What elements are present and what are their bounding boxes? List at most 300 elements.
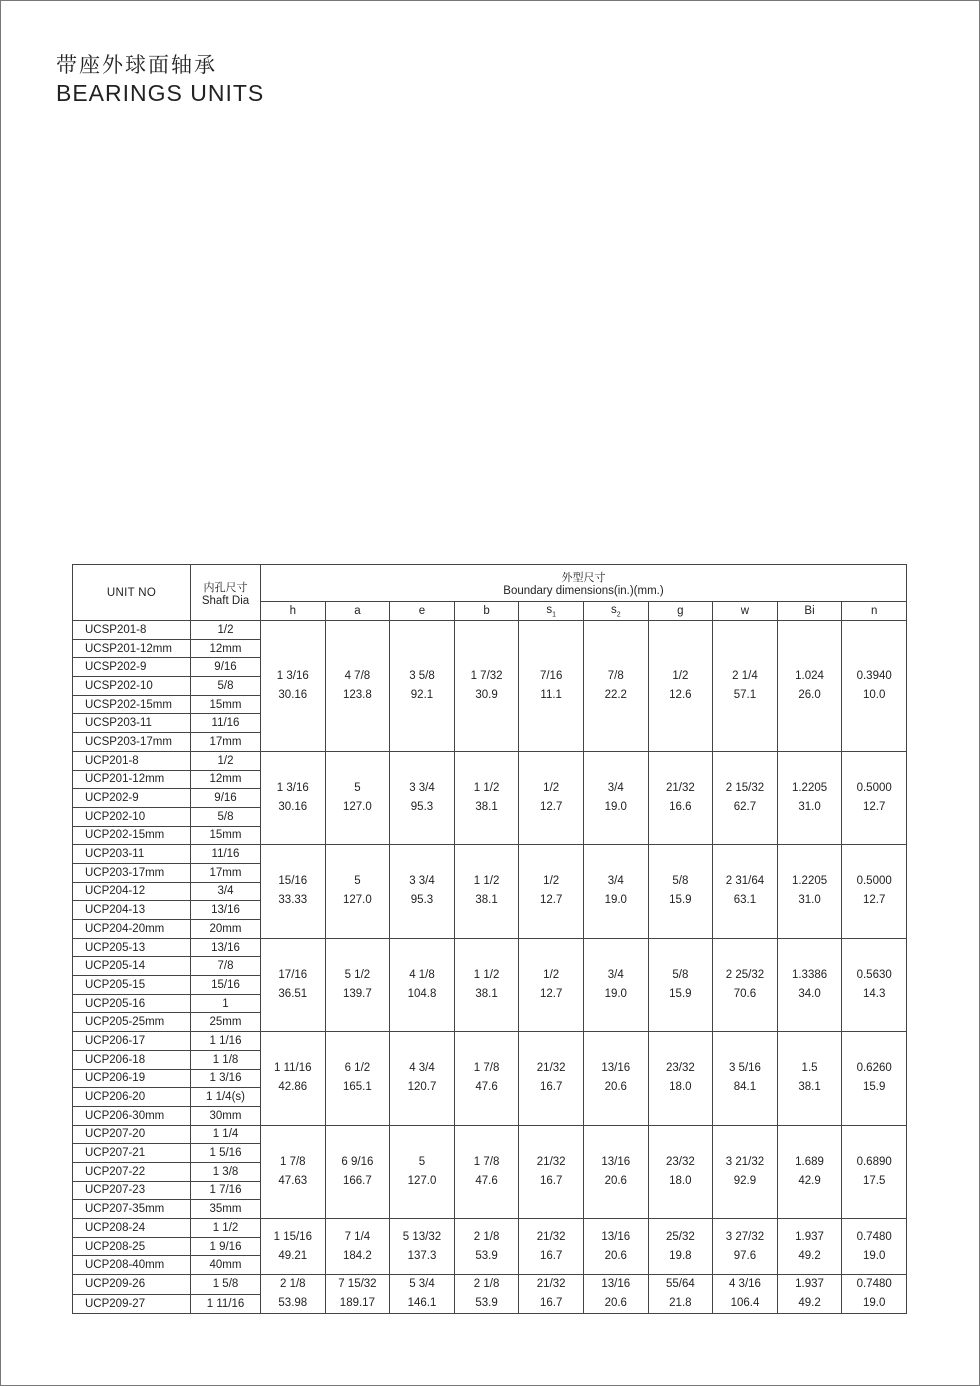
dimension-cell-2	[325, 751, 390, 844]
dimension-mm-value: 57.1	[733, 688, 757, 701]
dimension-mm-value: 166.7	[343, 1174, 372, 1187]
dimension-cell-7	[648, 1032, 713, 1125]
unit-no-cell: UCP202-15mm	[73, 826, 191, 845]
boundary-dimensions-header	[261, 565, 907, 602]
shaft-dia-cell: 17mm	[191, 863, 261, 882]
dimension-cell-10	[842, 938, 907, 1031]
dimension-inch-value: 0.5000	[856, 782, 892, 795]
dimension-cell-4	[454, 1219, 519, 1275]
dimension-inch-value: 0.7480	[856, 1278, 892, 1291]
table-header-row	[73, 565, 907, 602]
dimension-mm-value: 15.9	[669, 987, 692, 1000]
dimension-mm-value: 38.1	[475, 801, 498, 814]
unit-no-cell: UCP207-22	[73, 1162, 191, 1181]
dimension-mm-value: 19.0	[604, 801, 627, 814]
dimension-mm-value: 120.7	[407, 1081, 437, 1094]
dimension-cell-9	[777, 621, 842, 752]
unit-no-header: UNIT NO	[73, 565, 191, 621]
dimension-mm-value: 31.0	[798, 894, 821, 907]
shaft-dia-cell: 11/16	[191, 845, 261, 864]
dimension-cell-4	[454, 1275, 519, 1314]
dimension-cell-6	[583, 751, 648, 844]
dimension-cell-9	[777, 751, 842, 844]
unit-no-cell: UCP207-23	[73, 1181, 191, 1200]
dimension-cell-3	[390, 1032, 455, 1125]
dimension-cell-10	[842, 1275, 907, 1314]
dimension-inch-value: 5 13/32	[402, 1230, 442, 1243]
unit-no-cell: UCP201-12mm	[73, 770, 191, 789]
dimension-cell-4	[454, 1032, 519, 1125]
dimension-cell-7	[648, 1219, 713, 1275]
shaft-dia-cell: 13/16	[191, 938, 261, 957]
dimension-mm-value: 49.21	[278, 1249, 308, 1262]
dimension-cell-4	[454, 621, 519, 752]
dimension-mm-value: 47.6	[475, 1174, 498, 1187]
dimension-cell-5	[519, 751, 584, 844]
shaft-dia-cell: 5/8	[191, 677, 261, 696]
dim-header-label: a	[354, 605, 361, 617]
dimension-mm-value: 106.4	[730, 1297, 760, 1310]
dimension-mm-value: 20.6	[604, 1081, 627, 1094]
dimension-inch-value: 1/2	[672, 669, 689, 682]
dimension-inch-value: 6 9/16	[341, 1155, 374, 1168]
dim-header-label: b	[483, 605, 490, 617]
unit-no-cell: UCSP202-10	[73, 677, 191, 696]
unit-no-cell: UCSP203-11	[73, 714, 191, 733]
shaft-dia-cell: 1/2	[191, 621, 261, 640]
dimension-inch-value: 3 3/4	[409, 875, 435, 888]
dimension-inch-value: 5 3/4	[409, 1278, 435, 1291]
unit-no-cell: UCSP203-17mm	[73, 733, 191, 752]
dimension-mm-value: 12.7	[862, 801, 886, 814]
dimension-mm-value: 12.7	[539, 894, 563, 907]
dimension-mm-value: 12.7	[539, 801, 563, 814]
dimension-cell-2	[325, 938, 390, 1031]
dimension-cell-6	[583, 1219, 648, 1275]
dimension-inch-value: 1.024	[795, 669, 824, 682]
page-title-english: BEARINGS UNITS	[56, 80, 265, 106]
dimension-mm-value: 17.5	[862, 1174, 886, 1187]
unit-no-cell: UCP209-26	[73, 1275, 191, 1295]
dimension-cell-7	[648, 938, 713, 1031]
unit-no-cell: UCP208-24	[73, 1219, 191, 1238]
dimension-mm-value: 31.0	[798, 801, 821, 814]
bearing-spec-table	[72, 564, 907, 1314]
page-title-chinese: 带座外球面轴承	[56, 53, 217, 77]
dimension-inch-value: 1.689	[795, 1155, 824, 1168]
dimension-inch-value: 3 21/32	[725, 1155, 765, 1168]
dimension-cell-4	[454, 845, 519, 938]
dimension-mm-value: 14.3	[862, 987, 886, 1000]
dimension-cell-5	[519, 1125, 584, 1218]
dimension-mm-value: 63.1	[733, 894, 757, 907]
shaft-dia-cell: 15/16	[191, 976, 261, 995]
dimension-mm-value: 53.9	[475, 1249, 498, 1262]
dimension-mm-value: 19.0	[604, 894, 627, 907]
dimension-cell-8	[713, 621, 778, 752]
dimension-cell-8	[713, 751, 778, 844]
dimension-mm-value: 18.0	[669, 1081, 692, 1094]
shaft-dia-header	[191, 565, 261, 621]
unit-no-cell: UCP206-30mm	[73, 1106, 191, 1125]
unit-no-cell: UCSP201-8	[73, 621, 191, 640]
dimension-inch-value: 7 1/4	[344, 1230, 371, 1243]
dimension-inch-value: 0.6890	[856, 1155, 892, 1168]
dimension-inch-value: 1.2205	[791, 782, 828, 795]
dimension-cell-7	[648, 621, 713, 752]
dimension-mm-value: 20.6	[604, 1174, 627, 1187]
dimension-inch-value: 1 3/16	[276, 669, 309, 682]
dimension-inch-value: 1 1/2	[473, 968, 500, 981]
dimension-mm-value: 104.8	[407, 987, 437, 1000]
dimension-inch-value: 3 3/4	[409, 782, 435, 795]
dimension-inch-value: 2 1/8	[473, 1230, 500, 1243]
table-row	[73, 1032, 907, 1051]
dimension-cell-6	[583, 845, 648, 938]
shaft-dia-cell: 7/8	[191, 957, 261, 976]
dimension-cell-10	[842, 1125, 907, 1218]
unit-no-cell: UCP207-35mm	[73, 1200, 191, 1219]
shaft-dia-cell: 1 1/16	[191, 1032, 261, 1051]
dimension-cell-10	[842, 621, 907, 752]
dimension-inch-value: 0.3940	[856, 669, 892, 682]
dimension-cell-6	[583, 938, 648, 1031]
dimension-inch-value: 1 1/2	[473, 782, 500, 795]
dimension-mm-value: 70.6	[733, 987, 757, 1000]
shaft-dia-cell: 1 7/16	[191, 1181, 261, 1200]
shaft-dia-cell: 1 11/16	[191, 1294, 261, 1314]
table-row	[73, 621, 907, 640]
dimension-cell-8	[713, 938, 778, 1031]
dimension-inch-value: 23/32	[665, 1062, 695, 1075]
unit-no-cell: UCSP201-12mm	[73, 639, 191, 658]
dimension-cell-1	[261, 845, 326, 938]
dim-header-subscript: 2	[616, 611, 621, 619]
shaft-dia-cell: 3/4	[191, 882, 261, 901]
dimension-inch-value: 1 1/2	[473, 875, 500, 888]
dimension-inch-value: 3/4	[607, 782, 624, 795]
shaft-dia-cell: 1 3/16	[191, 1069, 261, 1088]
dimension-inch-value: 1.937	[795, 1278, 824, 1291]
dimension-mm-value: 189.17	[339, 1297, 375, 1310]
dimension-cell-3	[390, 938, 455, 1031]
dimension-cell-2	[325, 1032, 390, 1125]
dimension-inch-value: 7/16	[539, 669, 563, 682]
unit-no-cell: UCP201-8	[73, 751, 191, 770]
dimension-mm-value: 38.1	[798, 1081, 821, 1094]
dimension-cell-6	[583, 1125, 648, 1218]
dimension-cell-3	[390, 1275, 455, 1314]
unit-no-cell: UCP203-17mm	[73, 863, 191, 882]
shaft-dia-cell: 1 1/4(s)	[191, 1088, 261, 1107]
shaft-dia-cell: 40mm	[191, 1256, 261, 1275]
shaft-dia-cell: 11/16	[191, 714, 261, 733]
dimension-inch-value: 25/32	[665, 1230, 695, 1243]
dimension-cell-5	[519, 1275, 584, 1314]
dimension-inch-value: 23/32	[665, 1155, 695, 1168]
dimension-cell-7	[648, 751, 713, 844]
dimension-inch-value: 4 3/4	[409, 1062, 435, 1075]
dimension-mm-value: 127.0	[407, 1174, 437, 1187]
shaft-dia-cell: 1 5/16	[191, 1144, 261, 1163]
dimension-cell-8	[713, 1032, 778, 1125]
dimension-cell-8	[713, 1219, 778, 1275]
dimension-inch-value: 0.6260	[856, 1062, 892, 1075]
dimension-cell-10	[842, 845, 907, 938]
dimension-mm-value: 33.33	[278, 894, 308, 907]
dim-header-label: w	[740, 605, 750, 617]
dimension-mm-value: 21.8	[669, 1297, 692, 1310]
dimension-mm-value: 92.1	[410, 688, 434, 701]
dimension-cell-9	[777, 1125, 842, 1218]
dimension-inch-value: 5	[354, 875, 361, 888]
dimension-inch-value: 13/16	[601, 1230, 631, 1243]
dimension-cell-1	[261, 1219, 326, 1275]
dimension-inch-value: 21/32	[536, 1062, 566, 1075]
dimension-cell-1	[261, 938, 326, 1031]
dimension-cell-1	[261, 621, 326, 752]
dimension-mm-value: 62.7	[733, 801, 757, 814]
dimension-inch-value: 5/8	[672, 875, 689, 888]
dimension-mm-value: 16.6	[669, 801, 692, 814]
dimension-cell-2	[325, 621, 390, 752]
dimension-mm-value: 18.0	[669, 1174, 692, 1187]
dimension-mm-value: 15.9	[669, 894, 692, 907]
shaft-dia-cell: 9/16	[191, 658, 261, 677]
dimension-mm-value: 30.9	[475, 688, 498, 701]
dimension-cell-4	[454, 751, 519, 844]
dimension-inch-value: 7 15/32	[338, 1278, 377, 1291]
dimension-cell-10	[842, 1219, 907, 1275]
dimension-inch-value: 7/8	[607, 669, 624, 682]
dimension-cell-5	[519, 845, 584, 938]
dimension-cell-2	[325, 1125, 390, 1218]
dim-header-label: Bi	[804, 605, 815, 617]
dimension-mm-value: 38.1	[475, 894, 498, 907]
unit-no-cell: UCP206-17	[73, 1032, 191, 1051]
dimension-cell-1	[261, 1032, 326, 1125]
shaft-dia-cell: 9/16	[191, 789, 261, 808]
unit-no-cell: UCP204-12	[73, 882, 191, 901]
dimension-cell-9	[777, 1275, 842, 1314]
dimension-cell-6	[583, 1032, 648, 1125]
dimension-mm-value: 10.0	[862, 688, 886, 701]
dim-header-label: s	[610, 603, 617, 616]
dimension-cell-9	[777, 1032, 842, 1125]
table-body	[73, 621, 907, 1314]
dimension-cell-2	[325, 1219, 390, 1275]
dimension-cell-3	[390, 1125, 455, 1218]
dimension-inch-value: 21/32	[536, 1230, 566, 1243]
shaft-dia-cell: 1 9/16	[191, 1237, 261, 1256]
dimension-inch-value: 21/32	[536, 1278, 566, 1291]
shaft-dia-cell: 1 3/8	[191, 1162, 261, 1181]
dim-header-label: n	[870, 605, 878, 617]
dimension-mm-value: 34.0	[798, 987, 821, 1000]
dimension-inch-value: 0.5630	[856, 968, 892, 981]
table-row	[73, 938, 907, 957]
dimension-inch-value: 21/32	[665, 782, 695, 795]
unit-no-cell: UCP204-13	[73, 901, 191, 920]
dimension-mm-value: 95.3	[410, 894, 434, 907]
dimension-inch-value: 5 1/2	[344, 968, 371, 981]
unit-no-cell: UCP207-21	[73, 1144, 191, 1163]
dimension-inch-value: 1.937	[795, 1230, 824, 1243]
dimension-inch-value: 2 1/4	[732, 669, 758, 682]
shaft-dia-header-en: Shaft Dia	[201, 594, 250, 607]
dimension-cell-9	[777, 1219, 842, 1275]
unit-no-cell: UCP206-18	[73, 1050, 191, 1069]
dimension-cell-7	[648, 1125, 713, 1218]
dimension-cell-5	[519, 1032, 584, 1125]
dimension-inch-value: 21/32	[536, 1155, 566, 1168]
dimension-inch-value: 1 7/8	[473, 1062, 500, 1075]
dimension-inch-value: 1/2	[543, 782, 560, 795]
dimension-mm-value: 19.0	[604, 987, 627, 1000]
dimension-inch-value: 4 3/16	[728, 1278, 761, 1291]
dimension-inch-value: 13/16	[601, 1155, 631, 1168]
dimension-cell-8	[713, 845, 778, 938]
shaft-dia-cell: 15mm	[191, 695, 261, 714]
shaft-dia-header-cn: 内孔尺寸	[203, 580, 248, 594]
dimension-mm-value: 16.7	[539, 1249, 563, 1262]
dimension-mm-value: 15.9	[862, 1081, 886, 1094]
dimension-inch-value: 2 1/8	[473, 1278, 500, 1291]
shaft-dia-cell: 25mm	[191, 1013, 261, 1032]
unit-no-cell: UCP202-9	[73, 789, 191, 808]
shaft-dia-cell: 13/16	[191, 901, 261, 920]
dimension-inch-value: 1 7/32	[470, 669, 503, 682]
dimension-cell-7	[648, 1275, 713, 1314]
dimension-mm-value: 42.9	[798, 1174, 821, 1187]
dimension-inch-value: 3 5/8	[409, 669, 435, 682]
dimension-mm-value: 49.2	[798, 1297, 821, 1310]
dimension-cell-10	[842, 751, 907, 844]
dimension-mm-value: 53.98	[278, 1297, 308, 1310]
dim-header-2	[325, 602, 390, 621]
shaft-dia-cell: 20mm	[191, 920, 261, 939]
dimension-mm-value: 38.1	[475, 987, 498, 1000]
dimension-inch-value: 5/8	[672, 968, 689, 981]
dimension-inch-value: 15/16	[278, 875, 308, 888]
shaft-dia-cell: 12mm	[191, 770, 261, 789]
unit-no-cell: UCP206-20	[73, 1088, 191, 1107]
dimension-inch-value: 1 3/16	[276, 782, 309, 795]
dimension-cell-1	[261, 1275, 326, 1314]
unit-no-cell: UCP205-15	[73, 976, 191, 995]
table-row	[73, 751, 907, 770]
dimension-mm-value: 30.16	[278, 801, 308, 814]
dimension-mm-value: 19.0	[862, 1249, 886, 1262]
shaft-dia-cell: 1 1/2	[191, 1219, 261, 1238]
dimension-cell-10	[842, 1032, 907, 1125]
dimension-mm-value: 47.63	[278, 1174, 308, 1187]
dimension-mm-value: 22.2	[604, 688, 627, 701]
dim-header-label: s	[546, 603, 553, 616]
dimension-mm-value: 12.7	[539, 987, 563, 1000]
dimension-cell-1	[261, 1125, 326, 1218]
dimension-inch-value: 1 7/8	[473, 1155, 500, 1168]
dim-header-5	[519, 602, 584, 621]
dimension-cell-4	[454, 1125, 519, 1218]
dimension-inch-value: 5	[418, 1155, 426, 1168]
dimension-cell-3	[390, 751, 455, 844]
dimension-inch-value: 1 15/16	[273, 1230, 312, 1243]
dimension-mm-value: 16.7	[539, 1297, 563, 1310]
unit-no-cell: UCP204-20mm	[73, 920, 191, 939]
dimension-mm-value: 12.6	[669, 688, 692, 701]
dimension-mm-value: 127.0	[343, 801, 372, 814]
unit-no-cell: UCSP202-9	[73, 658, 191, 677]
dim-header-9	[777, 602, 842, 621]
shaft-dia-cell: 12mm	[191, 639, 261, 658]
dimension-mm-value: 16.7	[539, 1174, 563, 1187]
dimension-mm-value: 95.3	[410, 801, 434, 814]
dimension-cell-6	[583, 1275, 648, 1314]
shaft-dia-cell: 5/8	[191, 807, 261, 826]
unit-no-cell: UCP205-14	[73, 957, 191, 976]
unit-no-cell: UCP202-10	[73, 807, 191, 826]
shaft-dia-cell: 1 5/8	[191, 1275, 261, 1295]
unit-no-cell: UCP205-25mm	[73, 1013, 191, 1032]
dimension-cell-4	[454, 938, 519, 1031]
dim-header-7	[648, 602, 713, 621]
dim-header-1	[261, 602, 326, 621]
unit-no-cell: UCP205-16	[73, 994, 191, 1013]
dimension-mm-value: 26.0	[798, 688, 821, 701]
dimension-inch-value: 13/16	[601, 1278, 631, 1291]
dimension-mm-value: 92.9	[733, 1174, 757, 1187]
dimension-inch-value: 4 1/8	[409, 968, 435, 981]
dimension-inch-value: 2 31/64	[725, 875, 765, 888]
shaft-dia-cell: 17mm	[191, 733, 261, 752]
unit-no-cell: UCSP202-15mm	[73, 695, 191, 714]
unit-no-cell: UCP203-11	[73, 845, 191, 864]
shaft-dia-cell: 1 1/4	[191, 1125, 261, 1144]
dimension-inch-value: 2 25/32	[725, 968, 765, 981]
shaft-dia-cell: 1	[191, 994, 261, 1013]
shaft-dia-cell: 1/2	[191, 751, 261, 770]
dimension-cell-1	[261, 751, 326, 844]
dimension-inch-value: 3/4	[607, 968, 624, 981]
dimension-inch-value: 3 5/16	[728, 1062, 761, 1075]
dim-header-10	[842, 602, 907, 621]
dimension-inch-value: 17/16	[278, 968, 308, 981]
dimension-inch-value: 3/4	[607, 875, 624, 888]
dim-header-label: g	[677, 605, 684, 617]
dimension-mm-value: 53.9	[475, 1297, 498, 1310]
shaft-dia-cell: 15mm	[191, 826, 261, 845]
dimension-cell-3	[390, 845, 455, 938]
dimension-mm-value: 146.1	[407, 1297, 437, 1310]
dimension-cell-2	[325, 845, 390, 938]
dimension-inch-value: 1.2205	[791, 875, 828, 888]
dimension-cell-5	[519, 621, 584, 752]
dim-header-label: e	[418, 605, 426, 617]
unit-no-cell: UCP207-20	[73, 1125, 191, 1144]
dimension-cell-9	[777, 938, 842, 1031]
dimension-mm-value: 47.6	[475, 1081, 498, 1094]
dimension-mm-value: 16.7	[539, 1081, 563, 1094]
dimension-inch-value: 1.5	[801, 1062, 818, 1075]
dimension-cell-5	[519, 938, 584, 1031]
dimension-mm-value: 49.2	[798, 1249, 821, 1262]
shaft-dia-cell: 1 1/8	[191, 1050, 261, 1069]
unit-no-cell: UCP208-25	[73, 1237, 191, 1256]
unit-no-cell: UCP205-13	[73, 938, 191, 957]
unit-no-cell: UCP206-19	[73, 1069, 191, 1088]
dimension-mm-value: 19.8	[669, 1249, 692, 1262]
